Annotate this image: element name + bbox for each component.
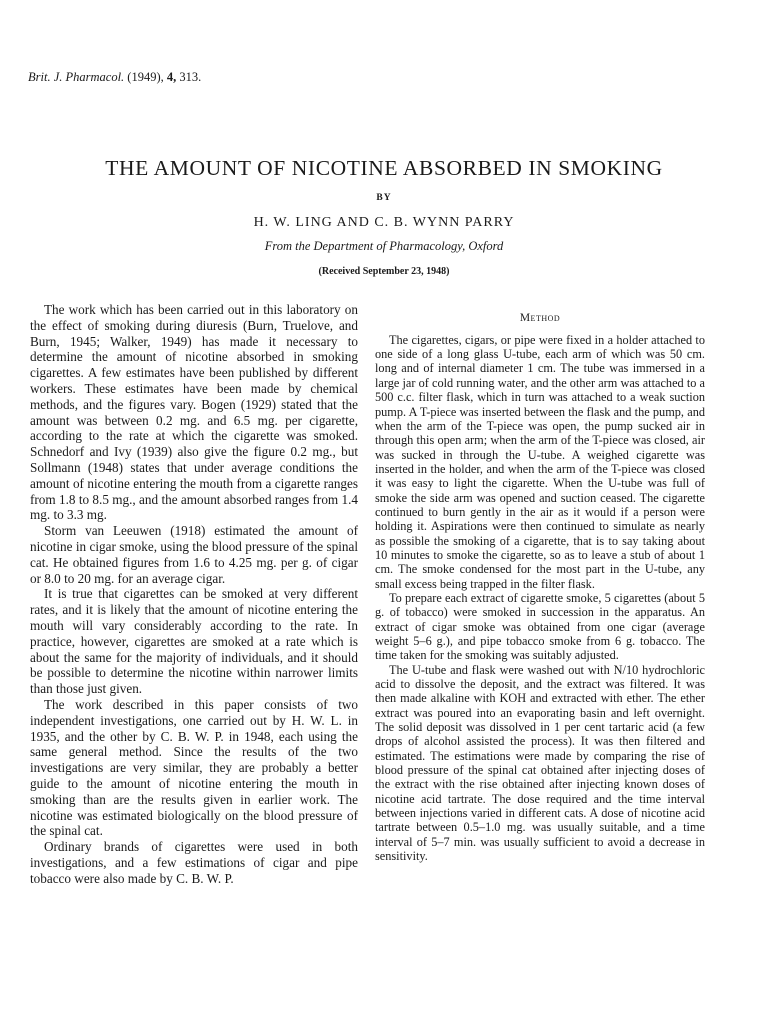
body-paragraph: The cigarettes, cigars, or pipe were fixed in a holder attached to one side of a long glass U-tube, each arm of which was 50 cm. long and of internal diameter 1 cm. The tube was immersed in a large jar of cold running water, and the other arm was attached to a 500 c.c. filter flask, which in turn was attached to a weak suction pump. A T-piece was inserted between the flask and the pump, and when the arm of the T-piece was open, the pump sucked air in through this open arm; when the arm of the T-piece was closed, air was sucked in through the U-tube. A weighed cigarette was inserted in the holder, and when the arm of the T-piece was closed it was easy to light the cigarette. When the U-tube was full of smoke the side arm was opened and suction ceased. The cigarette continued to burn gently in the air as it would if a person were holding it. Aspirations were then continued to simulate as nearly as possible the smoking of a cigarette, that is to say taking about 10 minutes to smoke the cigarette, so as to leave a stub of about 1 cm. The smoke condensed for the most part in the U-tube, any small excess being trapped in the filter flask. — [375, 332, 705, 591]
affiliation: From the Department of Pharmacology, Oxford — [264, 239, 504, 253]
journal-year: (1949), — [127, 70, 164, 84]
body-paragraph: It is true that cigarettes can be smoked at very different rates, and it is likely that the amount of nicotine entering the mouth will vary considerably according to the rate. In practice, however, cigarettes are smoked at a rate which is about the same for the majority of individuals, and it should be possible to determine the nicotine within narrower limits than those just given. — [30, 586, 358, 697]
authors: H. W. LING AND C. B. WYNN PARRY — [253, 215, 515, 230]
journal-name: Brit. J. Pharmacol. — [28, 70, 125, 84]
section-heading-method: Method — [519, 312, 561, 324]
journal-volume: 4, — [166, 70, 177, 84]
right-column — [375, 302, 705, 864]
by-line: BY — [376, 193, 392, 203]
journal-citation — [28, 70, 201, 85]
body-paragraph: The work which has been carried out in this laboratory on the effect of smoking during diuresis (Burn, Truelove, and Burn, 1945; Walker, 1949) has made it necessary to determine the amount of nicotine absorbed in smoking cigarettes. A few estimates have been published by different workers. These estimates have been made by chemical methods, and the figures vary. Bogen (1929) stated that the amount was between 0.2 mg. and 6.5 mg. per cigarette, according to the rate at which the cigarette was smoked. Schnedorf and Ivy (1939) also give the figure 0.2 mg., but Sollmann (1948) states that under average conditions the amount of nicotine entering the mouth from a cigarette ranges from 1.8 to 8.5 mg., and the amount absorbed ranges from 1.4 mg. to 3.3 mg. — [30, 302, 358, 523]
body-paragraph: Storm van Leeuwen (1918) estimated the amount of nicotine in cigar smoke, using the blood pressure of the spinal cat. He obtained figures from 1.6 to 4.25 mg. per g. of cigar or 8.0 to 20 mg. for an average cigar. — [30, 523, 358, 586]
body-paragraph: To prepare each extract of cigarette smoke, 5 cigarettes (about 5 g. of tobacco) were smoked in succession in the apparatus. An extract of cigar smoke was obtained from one cigar (average weight 5–6 g.), and pipe tobacco smoke from 6 g. tobacco. The time taken for the smoking was suitably adjusted. — [375, 590, 705, 663]
body-paragraph: Ordinary brands of cigarettes were used in both investigations, and a few estimations of cigar and pipe tobacco were also made by C. B. W. P. — [30, 839, 358, 886]
received-date: (Received September 23, 1948) — [318, 266, 450, 277]
paper-title: THE AMOUNT OF NICOTINE ABSORBED IN SMOKING — [105, 156, 663, 180]
body-paragraph: The U-tube and flask were washed out with N/10 hydrochloric acid to dissolve the deposit, and the extract was filtered. It was then made alkaline with KOH and extracted with ether. The ether extract was poured into an evaporating basin and left overnight. The solid deposit was dissolved in 1 per cent tartaric acid (a few drops of alcohol assisted the process). It was then filtered and estimated. The estimations were made by comparing the rise of blood pressure of the spinal cat obtained after injecting doses of the extract with the rise obtained after injecting known doses of nicotine acid tartrate. The dose required and the time interval between injections varied in different cats. A dose of nicotine acid tartrate between 0.5–1.0 mg. was usually suitable, and a time interval of 5–7 min. was usually sufficient to avoid a decrease in sensitivity. — [375, 662, 705, 864]
journal-page-number: 313. — [179, 70, 202, 84]
left-column — [30, 302, 358, 886]
body-paragraph: The work described in this paper consists of two independent investigations, one carried out by H. W. L. in 1935, and the other by C. B. W. P. in 1948, each using the same general method. Since the results of the two investigations are very similar, they are probably a better guide to the amount of nicotine entering the mouth in smoking than are the results given in earlier work. The nicotine was estimated biologically on the blood pressure of the spinal cat. — [30, 696, 358, 839]
